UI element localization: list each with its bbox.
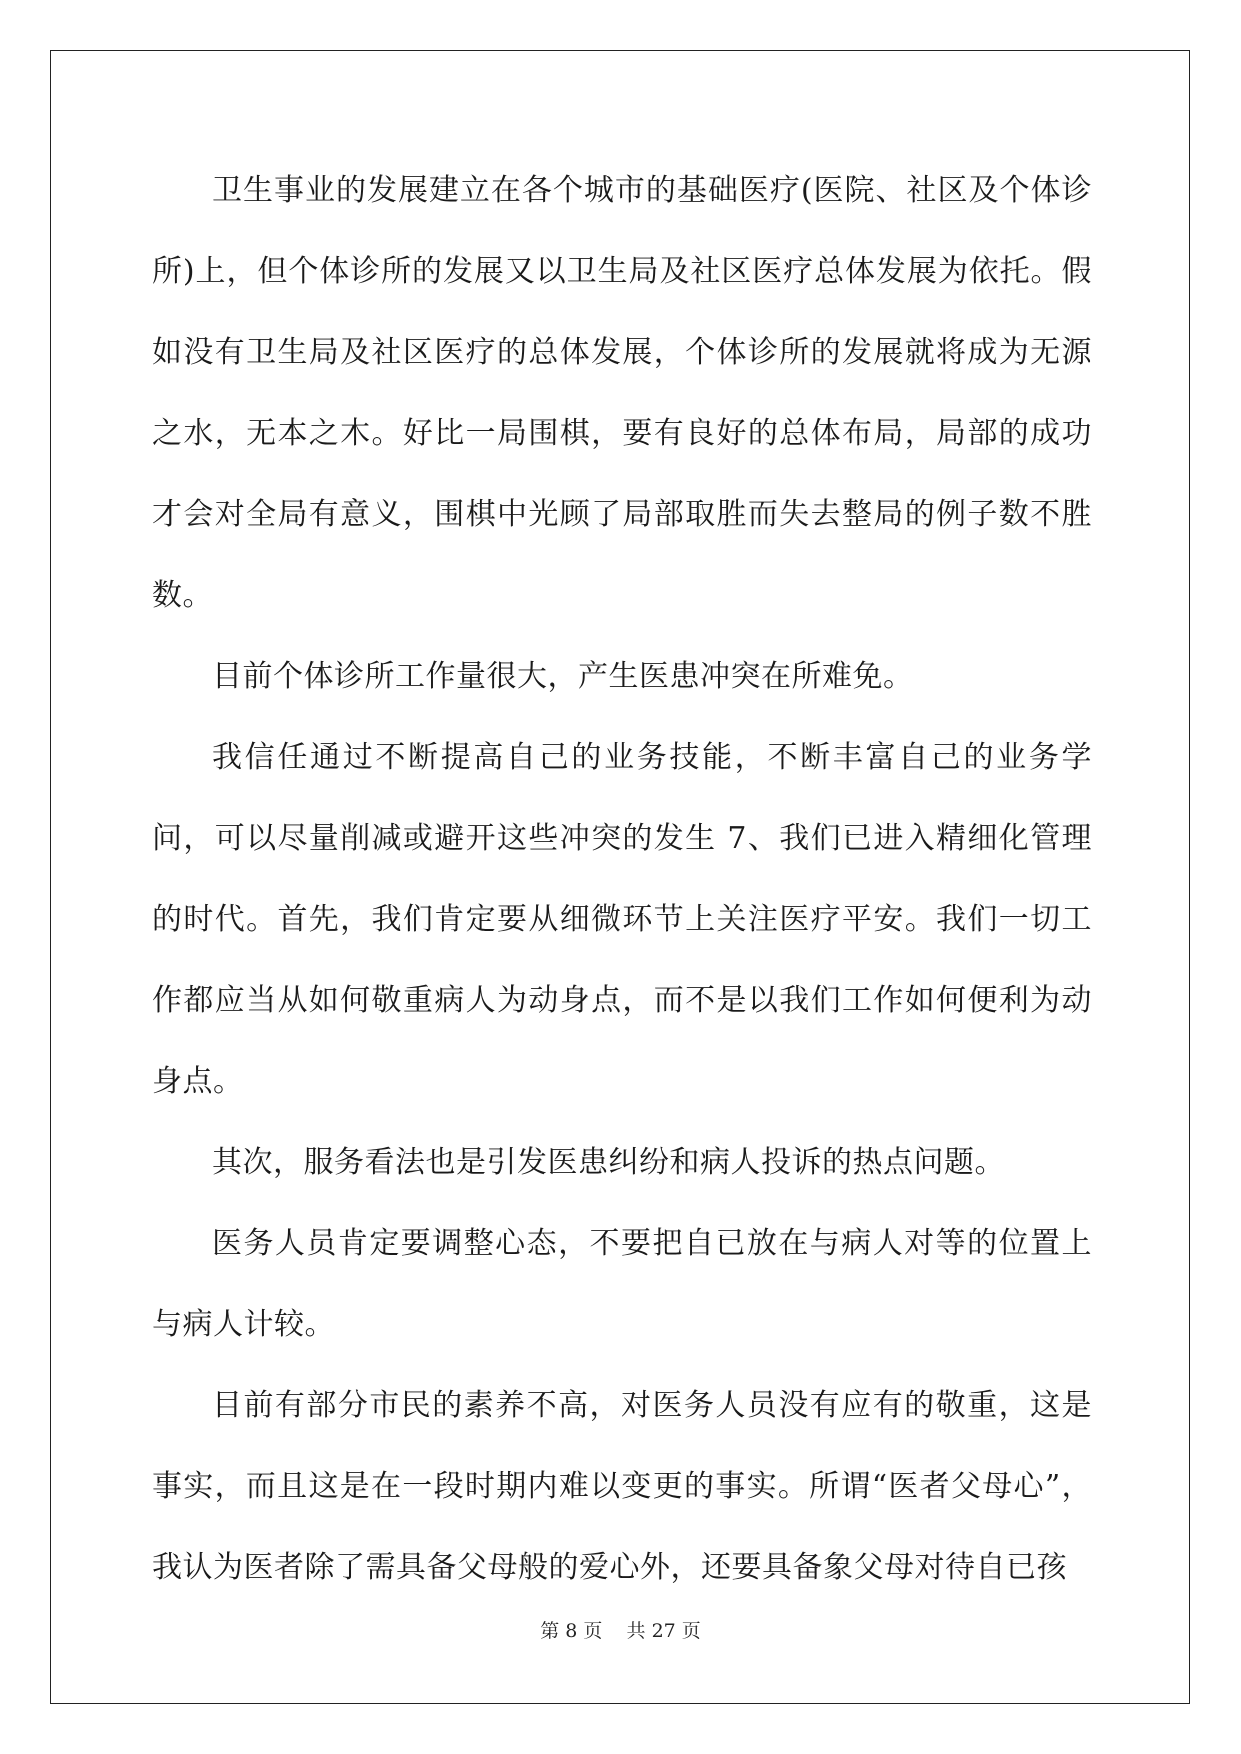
document-body — [152, 150, 1092, 1608]
page-footer — [0, 1616, 1241, 1643]
paragraph: 我信任通过不断提高自己的业务技能，不断丰富自己的业务学问，可以尽量削减或避开这些冲突的发生 7、我们已进入精细化管理的时代。首先，我们肯定要从细微环节上关注医疗平安。我们一切工作都应当从如何敬重病人为动身点，而不是以我们工作如何便利为动身点。 — [152, 740, 1092, 1099]
paragraph: 医务人员肯定要调整心态，不要把自已放在与病人对等的位置上与病人计较。 — [152, 1226, 1092, 1342]
page-total: 共 27 页 — [626, 1620, 701, 1642]
page-number: 第 8 页 — [540, 1620, 603, 1642]
paragraph: 目前个体诊所工作量很大，产生医患冲突在所难免。 — [212, 659, 914, 694]
paragraph: 其次，服务看法也是引发医患纠纷和病人投诉的热点问题。 — [212, 1145, 1005, 1180]
paragraph: 卫生事业的发展建立在各个城市的基础医疗(医院、社区及个体诊所)上，但个体诊所的发展又以卫生局及社区医疗总体发展为依托。假如没有卫生局及社区医疗的总体发展，个体诊所的发展就将成为无源之水，无本之木。好比一局围棋，要有良好的总体布局，局部的成功才会对全局有意义，围棋中光顾了局部取胜而失去整局的例子数不胜数。 — [152, 173, 1092, 613]
paragraph: 目前有部分市民的素养不高，对医务人员没有应有的敬重，这是事实，而且这是在一段时期内难以变更的事实。所谓“医者父母心”，我认为医者除了需具备父母般的爱心外，还要具备象父母对待自已孩 — [152, 1388, 1092, 1585]
